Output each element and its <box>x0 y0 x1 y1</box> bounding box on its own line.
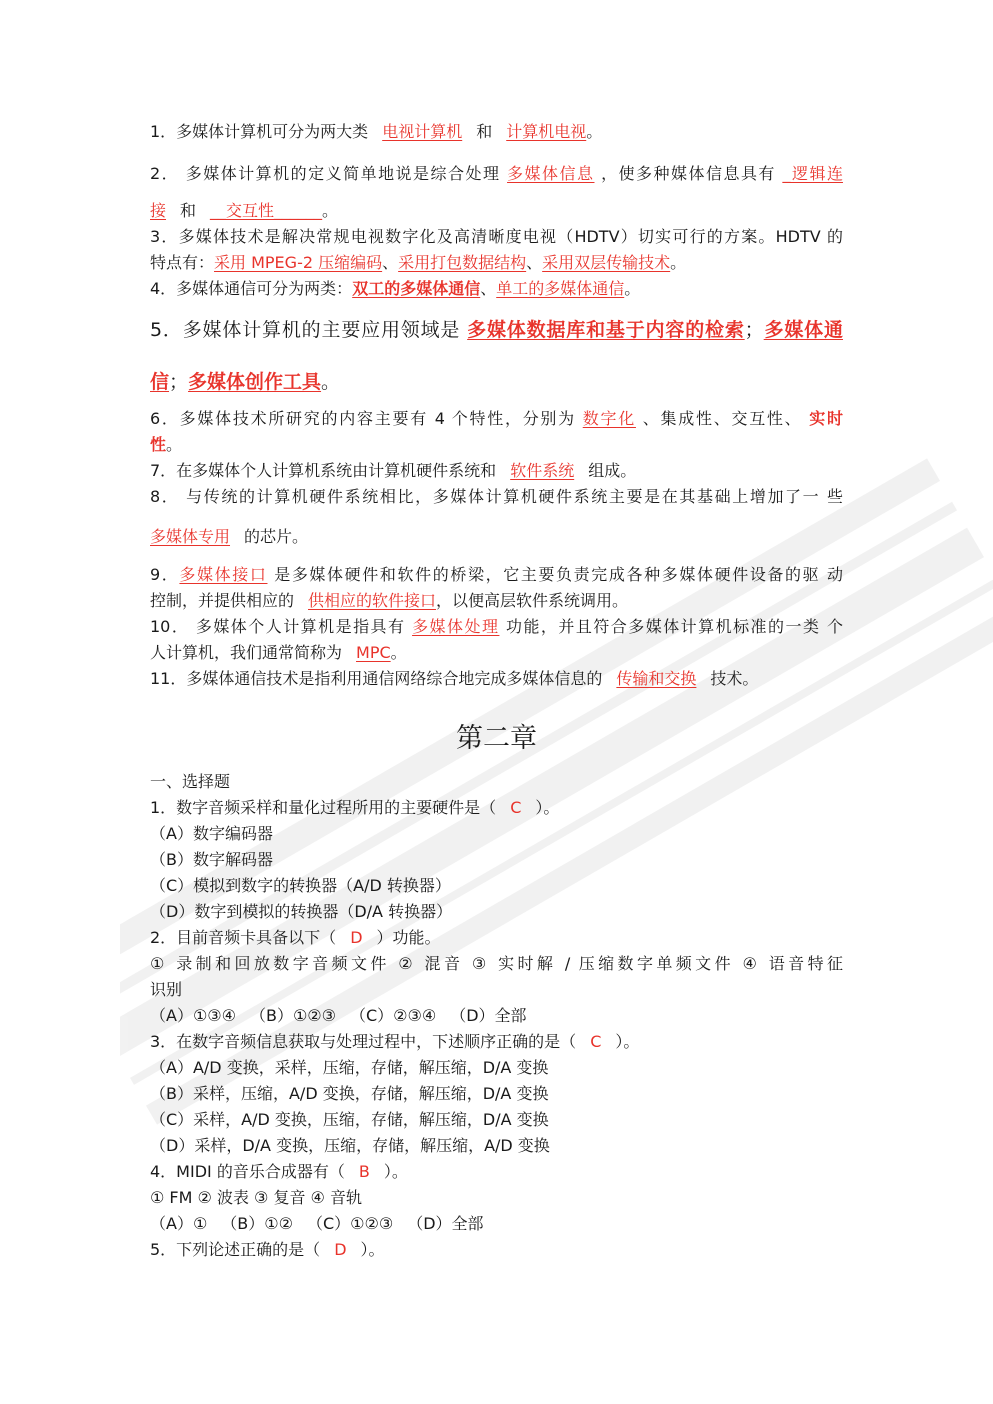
ch1-q9-cont: 控制，并提供相应的 供相应的软件接口，以便高层软件系统调用。 <box>150 591 629 610</box>
answer: 电视计算机 <box>382 122 463 141</box>
ch1-q8: 8． 与传统的计算机硬件系统相比，多媒体计算机硬件系统主要是在其基础上增加了一 些 <box>150 487 843 506</box>
ch1-q9: 9．多媒体接口 是多媒体硬件和软件的桥梁，它主要负责完成各种多媒体硬件设备的驱 动 <box>150 565 843 584</box>
answer: 采用打包数据结构 <box>398 253 527 272</box>
option: （A）A/D 变换，采样，压缩，存储，解压缩，D/A 变换 <box>150 1058 549 1077</box>
ch2-q5: 5．下列论述正确的是（ D ）。 <box>150 1240 385 1259</box>
option: （A）①③④ <box>150 1006 236 1025</box>
chapter-title: 第二章 <box>456 723 537 754</box>
ch2-q3: 3．在数字音频信息获取与处理过程中，下述顺序正确的是（ C ）。 <box>150 1032 640 1051</box>
option: （C）②③④ <box>350 1006 437 1025</box>
ch1-q1: 1．多媒体计算机可分为两大类 电视计算机 和 计算机电视。 <box>150 122 603 141</box>
option: （B）采样，压缩，A/D 变换，存储，解压缩，D/A 变换 <box>150 1084 549 1103</box>
option: （B）①② <box>221 1214 293 1233</box>
ch2-q4-choices <box>150 1212 843 1236</box>
option: （D）全部 <box>450 1006 527 1025</box>
answer: 多媒体数据库和基于内容的检索 <box>467 319 745 341</box>
ch1-q5: 5．多媒体计算机的主要应用领域是 多媒体数据库和基于内容的检索；多媒体通 <box>150 319 843 341</box>
answer: 单工的多媒体通信 <box>496 279 625 298</box>
option: （C）①②③ <box>306 1214 394 1233</box>
ch2-q2-items-cont: 识别 <box>150 980 183 999</box>
ch1-q10: 10． 多媒体个人计算机是指具有 多媒体处理 功能，并且符合多媒体计算机标准的一类 个 <box>150 617 843 636</box>
answer: 软件系统 <box>510 461 575 480</box>
section-heading: 一、选择题 <box>150 772 231 791</box>
answer: 多媒体创作工具 <box>188 371 322 393</box>
answer: 数字化 <box>582 409 636 428</box>
answer: __交互性______ <box>210 201 323 220</box>
ch2-q2-items: ① 录制和回放数字音频文件 ② 混音 ③ 实时解 / 压缩数字单频文件 ④ 语音特征 <box>150 954 843 973</box>
option: （A）① <box>150 1214 208 1233</box>
ch2-q2: 2．目前音频卡具备以下（ D ）功能。 <box>150 928 441 947</box>
answer: 实时 <box>809 409 843 428</box>
answer: C <box>510 798 522 817</box>
answer: 采用 MPEG-2 压缩编码 <box>214 253 383 272</box>
ch1-q2-cont: 接 和 __交互性______。 <box>150 201 339 220</box>
answer: 多媒体处理 <box>412 617 500 636</box>
ch2-q1: 1．数字音频采样和量化过程所用的主要硬件是（ C ）。 <box>150 798 560 817</box>
answer: 多媒体接口 <box>179 565 268 584</box>
ch1-q7: 7．在多媒体个人计算机系统由计算机硬件系统和 软件系统 组成。 <box>150 461 637 480</box>
option: （B）①②③ <box>249 1006 336 1025</box>
answer: D <box>350 928 363 947</box>
ch1-q3: 3．多媒体技术是解决常规电视数字化及高清晰度电视（HDTV）切实可行的方案。HDTV 的 <box>150 227 843 246</box>
ch2-q4: 4．MIDI 的音乐合成器有（ B ）。 <box>150 1162 408 1181</box>
answer: MPC <box>356 643 391 662</box>
answer: 采用双层传输技术 <box>542 253 671 272</box>
ch1-q5-cont: 信；多媒体创作工具。 <box>150 371 341 393</box>
answer: B <box>358 1162 370 1181</box>
ch1-q4: 4．多媒体通信可分为两类：双工的多媒体通信、单工的多媒体通信。 <box>150 279 641 298</box>
ch1-q10-cont: 人计算机，我们通常简称为 MPC。 <box>150 643 407 662</box>
answer: 信 <box>150 371 170 393</box>
answer: 双工的多媒体通信 <box>352 279 481 298</box>
option: （C）采样，A/D 变换，压缩，存储，解压缩，D/A 变换 <box>150 1110 549 1129</box>
answer: D <box>334 1240 347 1259</box>
answer: 性 <box>150 435 167 454</box>
answer: 接 <box>150 201 167 220</box>
option: （A）数字编码器 <box>150 824 273 843</box>
ch1-q6: 6．多媒体技术所研究的内容主要有 4 个特性，分别为 数字化 、集成性、交互性、 实时 <box>150 409 843 428</box>
option: （D）数字到模拟的转换器（D/A 转换器） <box>150 902 453 921</box>
answer: 供相应的软件接口 <box>308 591 437 610</box>
option: （B）数字解码器 <box>150 850 273 869</box>
ch1-q2: 2． 多媒体计算机的定义简单地说是综合处理 多媒体信息 ，使多种媒体信息具有 _逻辑连 <box>150 164 843 183</box>
ch1-q8-cont: 多媒体专用 的芯片。 <box>150 527 309 546</box>
ch1-q11: 11．多媒体通信技术是指利用通信网络综合地完成多媒体信息的 传输和交换 技术。 <box>150 669 759 688</box>
ch1-q3-cont: 特点有：采用 MPEG-2 压缩编码、采用打包数据结构、采用双层传输技术。 <box>150 253 687 272</box>
answer: 多媒体信息 <box>507 164 595 183</box>
option: （D）全部 <box>407 1214 484 1233</box>
ch2-q2-choices <box>150 1004 843 1028</box>
option: （C）模拟到数字的转换器（A/D 转换器） <box>150 876 451 895</box>
ch1-q6-cont: 性。 <box>150 435 183 454</box>
ch2-q4-items: ① FM ② 波表 ③ 复音 ④ 音轨 <box>150 1188 362 1207</box>
answer: C <box>590 1032 602 1051</box>
option: （D）采样，D/A 变换，压缩，存储，解压缩，A/D 变换 <box>150 1136 550 1155</box>
answer: 传输和交换 <box>616 669 697 688</box>
answer: 多媒体通 <box>763 319 843 341</box>
answer: 计算机电视 <box>506 122 587 141</box>
answer: _逻辑连 <box>782 164 843 183</box>
answer: 多媒体专用 <box>150 527 231 546</box>
